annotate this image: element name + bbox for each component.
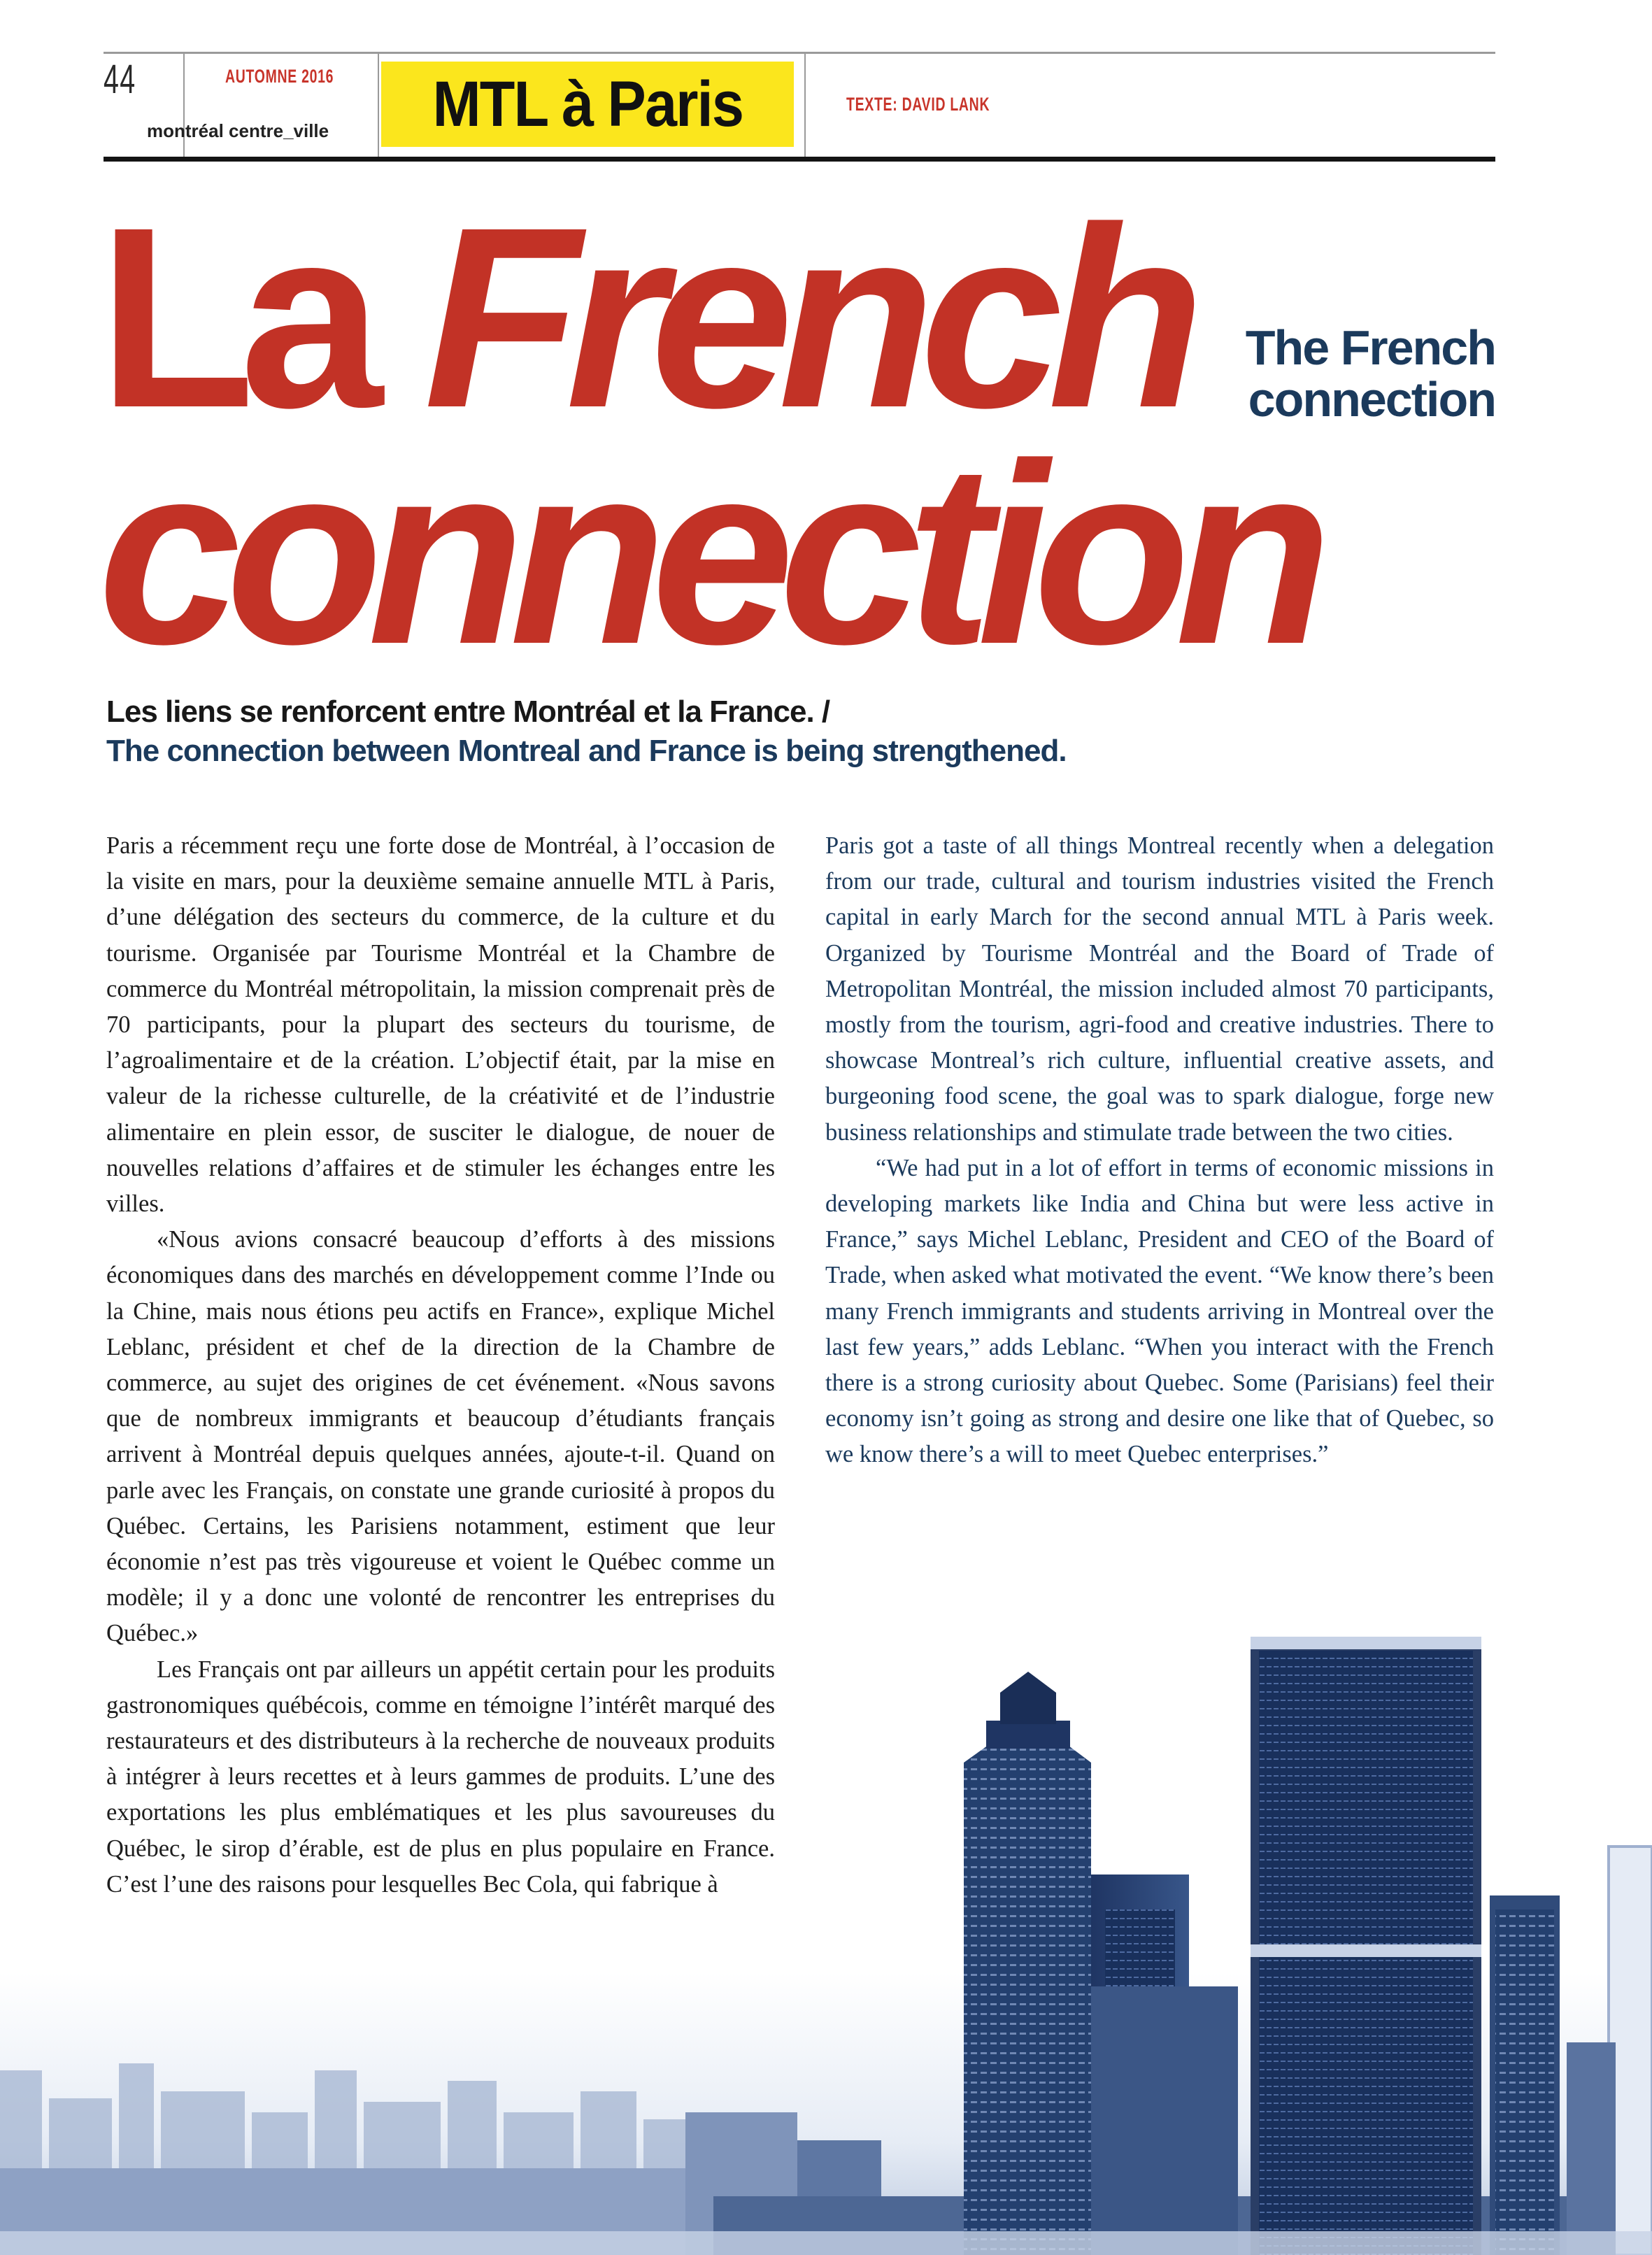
tower-low-right <box>1567 2042 1616 2255</box>
montreal-skyline-photo <box>0 1581 1652 2255</box>
issue-label: AUTOMNE 2016 <box>225 66 334 87</box>
english-headline-line: connection <box>1248 372 1495 427</box>
header-divider <box>804 52 806 157</box>
article-column-english <box>825 828 1494 1473</box>
english-headline-line: The French <box>1245 320 1495 375</box>
tower-podium <box>1091 1986 1238 2255</box>
tower-tall <box>1251 1637 1481 2255</box>
section-title: MTL à Paris <box>432 68 743 140</box>
tower-left <box>964 1672 1091 2255</box>
english-headline <box>1246 322 1495 425</box>
paragraph: Paris a récemment reçu une forte dose de Montréal, à l’occasion de la visite en mars, pour la deuxième semaine annuelle MTL à Paris, d’une délégation des secteurs du commerce, de la culture et du tourisme. Organisée par Tourisme Montréal et la Chambre de commerce du Montréal métropolitain, la mission comprenait près de 70 participants, pour la plupart des secteurs du tourisme, de l’agroalimentaire et de la création. L’objectif était, par la mise en valeur de la richesse culturelle, de la créativité et de l’industrie alimentaire en plein essor, de susciter le dialogue, de nouer de nouvelles relations d’affaires et de stimuler les échanges entre les villes. <box>106 832 775 1218</box>
headline-word-french: French <box>423 173 1190 461</box>
tower-right-windows <box>1495 1909 1554 2255</box>
paragraph: «Nous avions consacré beaucoup d’efforts à des missions économiques dans des marchés en développement comme l’Inde ou la Chine, mais nous étions peu actifs en France», explique Michel Leblanc, président et chef de la direction de la Chambre de commerce, au sujet des origines de cet événement. «Nous savons que de nombreux immigrants et beaucoup d’étudiants français arrivent à Montréal depuis quelques années, ajoute-t-il. Quand on parle avec les Français, on constate une grande curiosité à propos du Québec. Certains, les Parisiens notamment, estiment que leur économie n’est pas très vigoureuse et voient le Québec comme un modèle; il y a donc une volonté de rencontrer les entreprises du Québec.» <box>106 1226 775 1647</box>
magazine-name: montréal centre_ville <box>147 120 329 141</box>
standfirst <box>106 692 1067 771</box>
section-banner <box>381 62 794 147</box>
byline: TEXTE: DAVID LANK <box>846 94 990 115</box>
standfirst-english: The connection between Montreal and France is being strengthened. <box>106 734 1067 768</box>
headline-word-connection: connection <box>98 410 1317 697</box>
headline <box>98 173 1317 697</box>
header-top-rule <box>104 52 1495 54</box>
page-number: 44 <box>104 57 136 102</box>
standfirst-french: Les liens se renforcent entre Montréal et la France. / <box>106 695 830 729</box>
paragraph: Les Français ont par ailleurs un appétit certain pour les produits gastronomiques québécois, comme en témoigne l’intérêt marqué des restaurateurs et des distributeurs à la recherche de nouveaux produits à intégrer à leurs recettes et à leurs gammes de produits. L’une des exportations les plus emblématiques et les plus savoureuses du Québec, le sirop d’érable, est de plus en plus populaire en France. C’est l’une des raisons pour lesquelles Bec Cola, qui fabrique à <box>106 1656 775 1898</box>
header-bottom-rule <box>104 157 1495 162</box>
paragraph: “We had put in a lot of effort in terms of economic missions in developing markets like India and China but were less active in France,” says Michel Leblanc, President and CEO of the Board of Trade, when asked what motivated the event. “We know there’s been many French immigrants and students arriving in Montreal over the last few years,” adds Leblanc. “When you interact with the French there is a strong curiosity about Quebec. Some (Parisians) feel their economy isn’t going as strong and desire one like that of Quebec, so we know there’s a will to meet Quebec enterprises.” <box>825 1154 1494 1468</box>
paragraph: Paris got a taste of all things Montreal recently when a delegation from our trade, cultural and tourism industries visited the French capital in early March for the second annual MTL à Paris week. Organized by Tourisme Montréal and the Board of Trade of Metropolitan Montréal, the mission included almost 70 participants, mostly from the tourism, agri-food and creative industries. There to showcase Montreal’s rich culture, influential creative assets, and burgeoning food scene, the goal was to spark dialogue, forge new business relationships and stimulate trade between the two cities. <box>825 832 1494 1146</box>
headline-word-la: La <box>98 173 368 461</box>
header-divider <box>378 52 379 157</box>
